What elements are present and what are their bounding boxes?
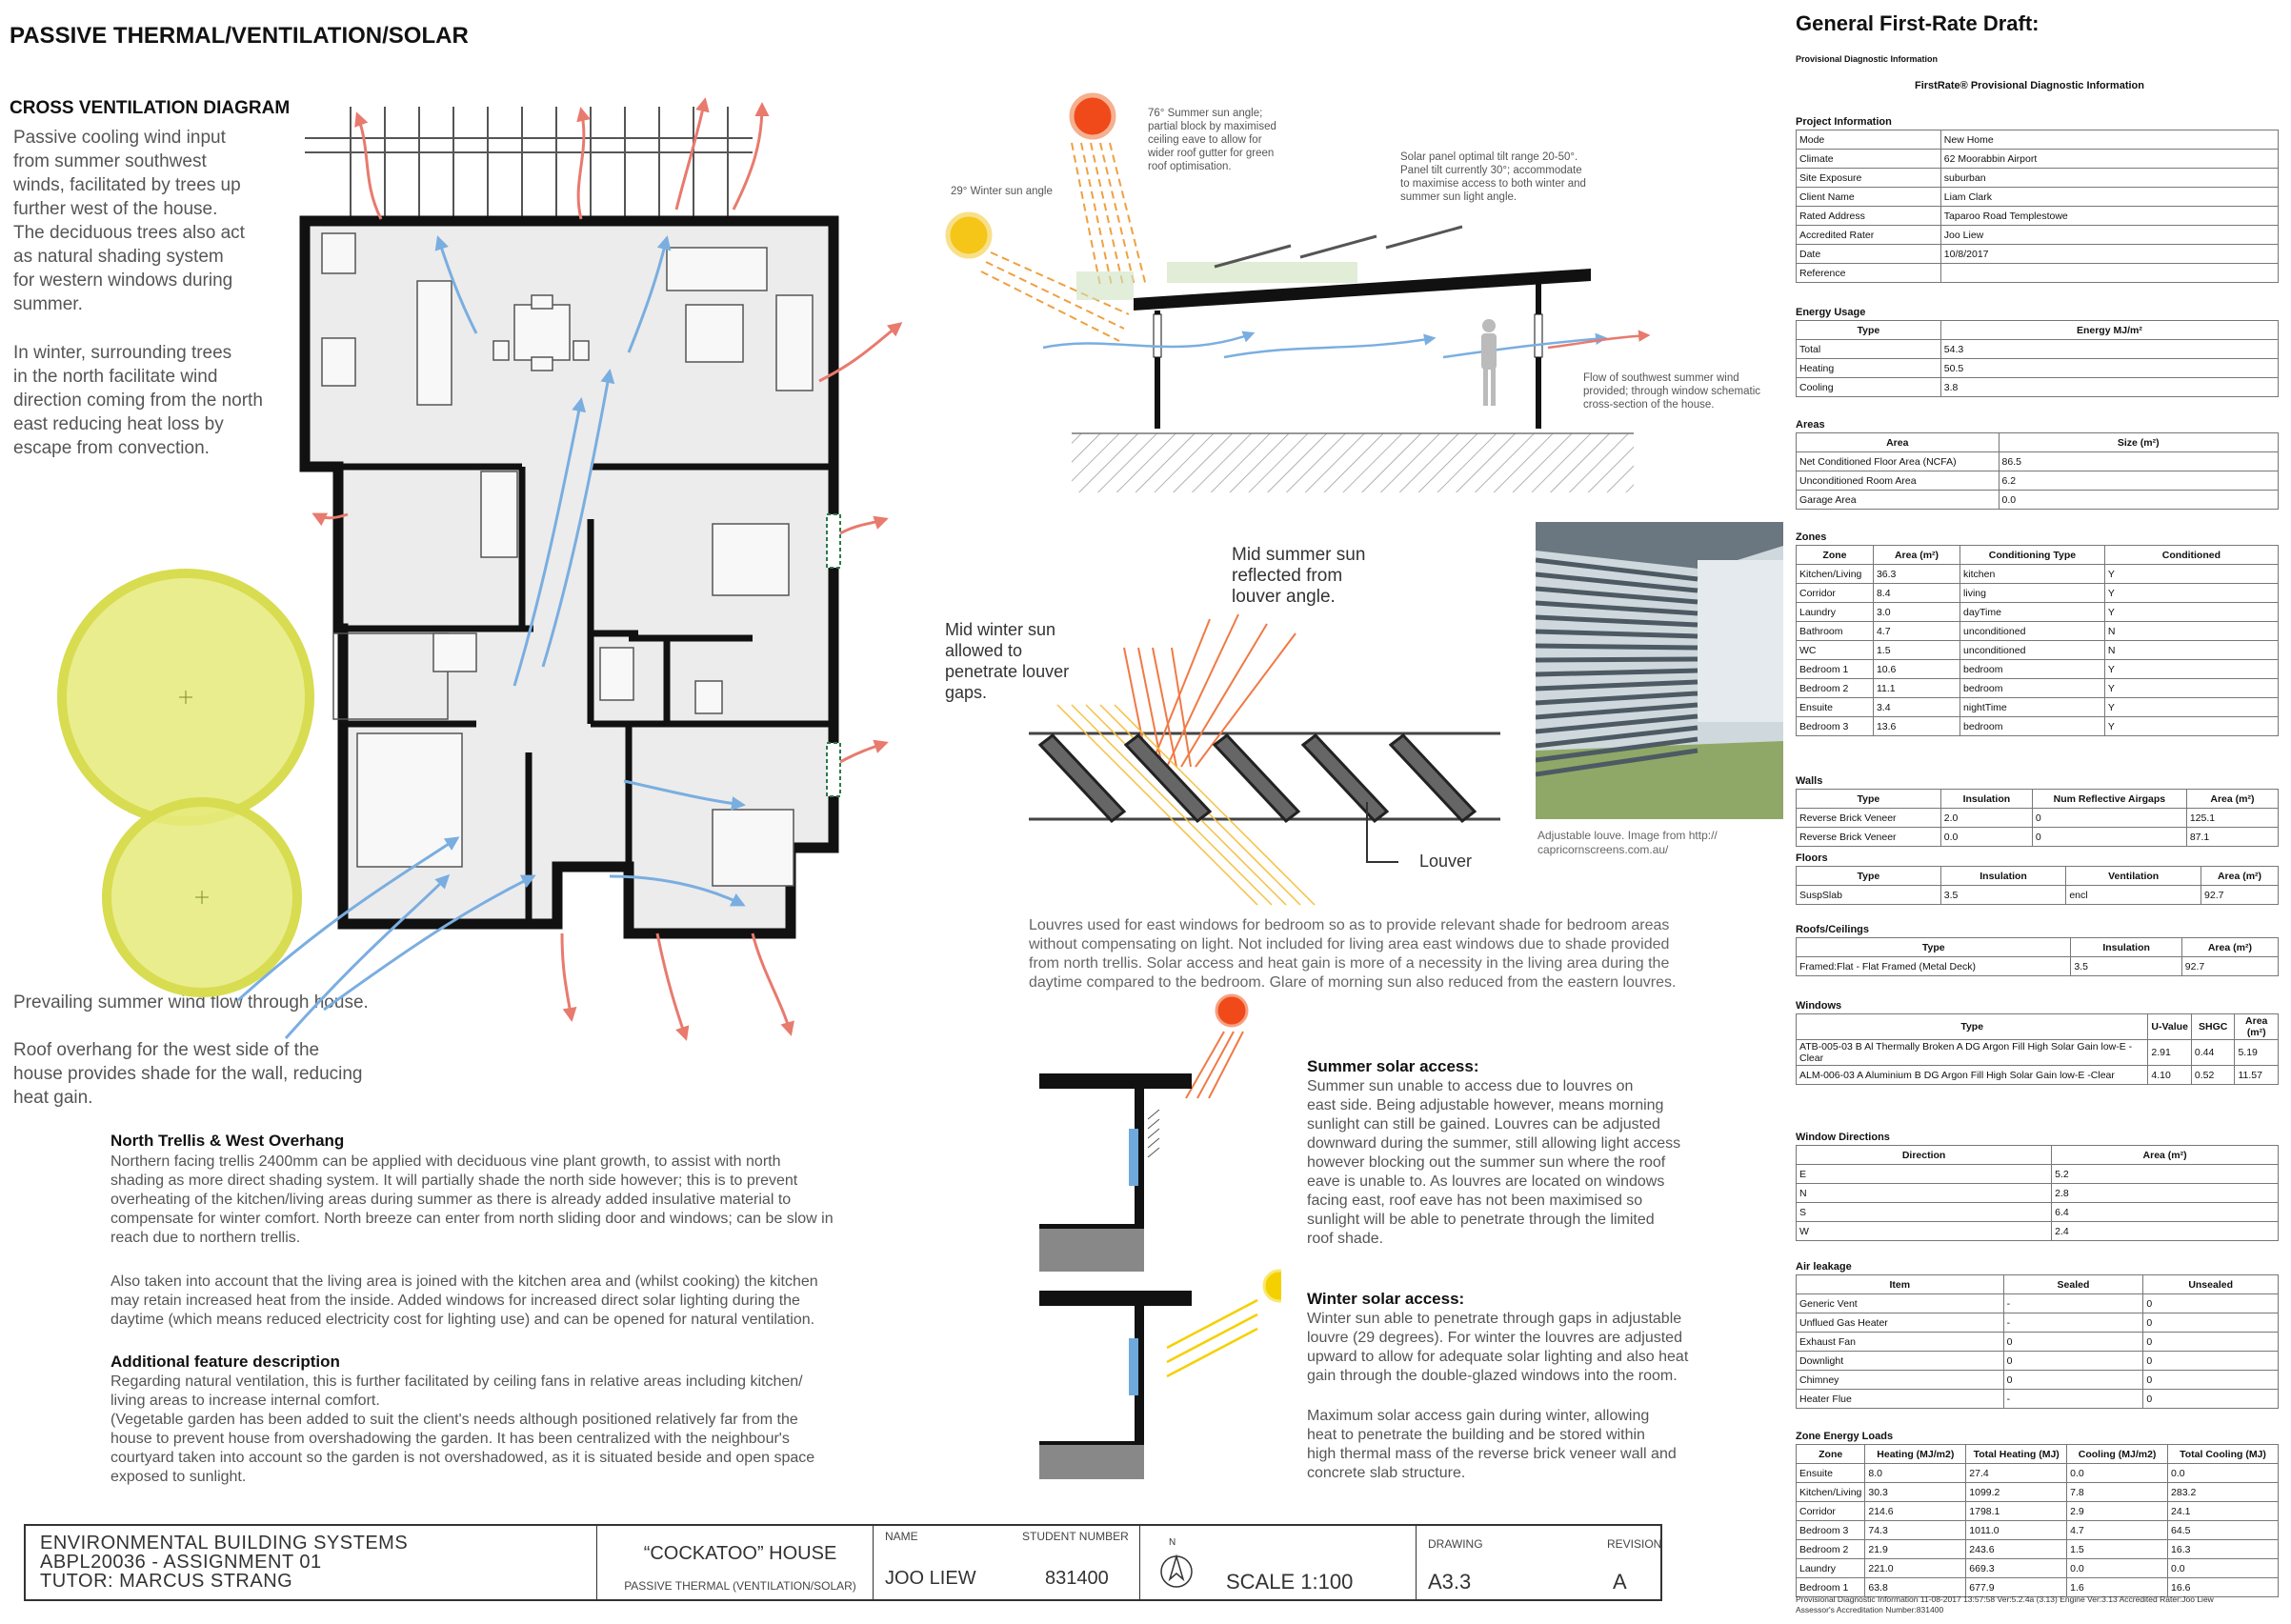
table-row — [1797, 1066, 2279, 1085]
firstrate-subtitle-2: FirstRate® Provisional Diagnostic Information — [1915, 80, 2144, 91]
louver-photo-caption: Adjustable louve. Image from http:// capricornscreens.com.au/ — [1537, 829, 1718, 856]
floors-table: Floors Type Insulation Ventilation Area (m²) SuspSlab 3.5 encl 92.7 — [1796, 852, 2281, 905]
table-cell: 87.1 — [2186, 828, 2278, 847]
firstrate-subtitle: Provisional Diagnostic Information — [1796, 54, 1939, 64]
firstrate-panel — [1796, 0, 2281, 1624]
table-cell: Heating — [1797, 359, 1941, 378]
table-cell: Y — [2104, 698, 2278, 717]
table-cell: N — [2104, 622, 2278, 641]
table-row — [1797, 1521, 2279, 1540]
table-cell: Exhaust Fan — [1797, 1333, 2004, 1352]
table-cell: 5.19 — [2235, 1040, 2279, 1066]
table-row — [1797, 1333, 2279, 1352]
table-cell: 214.6 — [1865, 1502, 1966, 1521]
areas-table: Areas Area Size (m²) Net Conditioned Floor Area (NCFA) 86.5 Unconditioned Room Area 6.2 Garage Area 0.0 — [1796, 419, 2281, 510]
table-cell: 36.3 — [1873, 565, 1959, 584]
table-row — [1797, 150, 2279, 169]
table-cell: W — [1797, 1222, 2052, 1241]
table-cell: 11.57 — [2235, 1066, 2279, 1085]
table-cell: N — [1797, 1184, 2052, 1203]
louver-description: Louvres used for east windows for bedroom so as to provide relevant shade for bedroom areas without compensating on light. Not included for living area east windows due to shade provided from north trellis. Solar access and heat gain is more of a necessity in the living area during the daytime compared to the bedroom. Glare of morning sun also reduced from the eastern louvres. — [1029, 917, 1677, 991]
table-cell: 1798.1 — [1966, 1502, 2067, 1521]
louver-blades — [1040, 735, 1475, 821]
mid-winter-label: Mid winter sun allowed to penetrate louver gaps. — [945, 620, 1070, 702]
table-cell: dayTime — [1960, 603, 2105, 622]
additional-feature-heading: Additional feature description — [111, 1353, 340, 1371]
project-info-table: Project Information Mode New Home Climate 62 Moorabbin Airport Site Exposure suburban Client Name Liam Clark Rated Address Taparoo Road Templestowe Accredited Rater Joo Liew Date 10/8/2017 Reference — [1796, 116, 2281, 283]
table-cell: 11.1 — [1873, 679, 1959, 698]
table-cell: Framed:Flat - Flat Framed (Metal Deck) — [1797, 957, 2071, 976]
table-header: Insulation — [2071, 938, 2181, 957]
table-cell: Net Conditioned Floor Area (NCFA) — [1797, 452, 2000, 471]
table-cell: Laundry — [1797, 1559, 1865, 1578]
roofs-table: Roofs/Ceilings Type Insulation Area (m²) Framed:Flat - Flat Framed (Metal Deck) 3.5 92.7 — [1796, 924, 2281, 976]
north-trellis — [305, 107, 753, 221]
table-row — [1797, 452, 2279, 471]
title-block — [24, 1524, 1662, 1601]
table-cell: 221.0 — [1865, 1559, 1966, 1578]
table-cell: Bedroom 3 — [1797, 1521, 1865, 1540]
table-cell: 0 — [2032, 828, 2186, 847]
table-row — [1797, 1371, 2279, 1390]
revision-label: REVISION — [1607, 1537, 1662, 1551]
cross-ventilation-para1: Passive cooling wind input from summer southwest winds, facilitated by trees up further west of the house. The deciduous trees also act as natural shading system for western windows during summer. — [13, 128, 245, 314]
table-cell: 4.10 — [2148, 1066, 2192, 1085]
table-row — [1797, 264, 2279, 283]
table-cell — [1940, 264, 2278, 283]
table-cell: 10/8/2017 — [1940, 245, 2278, 264]
table-row — [1797, 1313, 2279, 1333]
table-cell: 92.7 — [2201, 886, 2279, 905]
summer-access-text: Summer sun unable to access due to louvres on east side. Being adjustable however, means morning sunlight can still be gained. Louvres can be adjusted downward during the summer, still allowing light access however blocking out the summer sun where the roof eave is unable to. As louvres are located on windows facing east, roof eave has not been maximised so sunlight will be able to penetrate through the limited roof shade. — [1307, 1078, 1681, 1247]
table-cell: Ensuite — [1797, 1464, 1865, 1483]
table-cell: 3.5 — [2071, 957, 2181, 976]
table-cell: 21.9 — [1865, 1540, 1966, 1559]
louver-label: Louver — [1419, 852, 1473, 871]
table-row — [1797, 1040, 2279, 1066]
table-row — [1797, 698, 2279, 717]
table-header: Insulation — [1940, 790, 2032, 809]
table-cell: 5.2 — [2052, 1165, 2279, 1184]
table-header: Unsealed — [2143, 1275, 2279, 1294]
table-cell: bedroom — [1960, 717, 2105, 736]
table-header: Conditioned — [2104, 546, 2278, 565]
table-cell: 0 — [2143, 1352, 2279, 1371]
roof-overhang-text: Roof overhang for the west side of the house provides shade for the wall, reducing heat gain. — [13, 1040, 363, 1108]
table-row — [1797, 1540, 2279, 1559]
table-cell: 8.0 — [1865, 1464, 1966, 1483]
table-cell: Kitchen/Living — [1797, 565, 1874, 584]
table-cell: 63.8 — [1865, 1578, 1966, 1597]
table-cell: 0.52 — [2191, 1066, 2235, 1085]
table-header: Num Reflective Airgaps — [2032, 790, 2186, 809]
course-info: ENVIRONMENTAL BUILDING SYSTEMS ABPL20036 - ASSIGNMENT 01 TUTOR: MARCUS STRANG — [40, 1533, 409, 1592]
table-cell: Reverse Brick Veneer — [1797, 809, 1941, 828]
table-cell: Garage Area — [1797, 491, 2000, 510]
table-cell: 0 — [2003, 1333, 2143, 1352]
table-cell: Client Name — [1797, 188, 1941, 207]
table-header: Zone — [1797, 546, 1874, 565]
table-header: Area (m²) — [2235, 1014, 2279, 1040]
table-cell: 0.0 — [2067, 1559, 2168, 1578]
table-cell: Bedroom 1 — [1797, 1578, 1865, 1597]
table-cell: 27.4 — [1966, 1464, 2067, 1483]
table-cell: Bedroom 1 — [1797, 660, 1874, 679]
north-trellis-para2: Also taken into account that the living area is joined with the kitchen area and (whilst cooking) the kitchen may retain increased heat from the inside. Added windows for increased direct solar lighting during the daytime (which means reduced electricity cost for lighting use) and can be opened for natural ventilation. — [111, 1273, 818, 1328]
table-cell: 0 — [2032, 809, 2186, 828]
table-cell: 30.3 — [1865, 1483, 1966, 1502]
table-cell: Site Exposure — [1797, 169, 1941, 188]
north-trellis-para1: Northern facing trellis 2400mm can be applied with deciduous vine plant growth, to assist with north shading as more direct shading system. It will partially shade the north side however; this is to prevent overheating of the kitchen/living areas during summer as there is already added insulative material to compensate for winter comfort. North breeze can enter from north sliding door and windows; can be slow in reach due to northern trellis. — [111, 1153, 834, 1246]
table-header: Conditioning Type — [1960, 546, 2105, 565]
project-name: “COCKATOO” HOUSE — [643, 1543, 837, 1564]
table-cell: nightTime — [1960, 698, 2105, 717]
table-cell: 2.8 — [2052, 1184, 2279, 1203]
table-header: Zone — [1797, 1445, 1865, 1464]
windows-table: Windows Type U-Value SHGC Area (m²) ATB-005-03 B Al Thermally Broken A DG Argon Fill High Solar Gain low-E -Clear 2.91 0.44 5.19 ALM-006-03 A Aluminium B DG Argon Fill High Solar Gain low-E -Clear 4.10 0.52 11.57 — [1796, 1000, 2281, 1085]
table-row — [1797, 679, 2279, 698]
table-cell: 1.5 — [2067, 1540, 2168, 1559]
walls-table: Walls Type Insulation Num Reflective Airgaps Area (m²) Reverse Brick Veneer 2.0 0 125.1 Reverse Brick Veneer 0.0 0 87.1 — [1796, 775, 2281, 847]
table-cell: encl — [2066, 886, 2201, 905]
table-row — [1797, 1184, 2279, 1203]
summer-access-heading: Summer solar access: — [1307, 1057, 1479, 1075]
winter-sun-small — [1264, 1271, 1281, 1301]
table-cell: Chimney — [1797, 1371, 2004, 1390]
table-header: Heating (MJ/m2) — [1865, 1445, 1966, 1464]
table-cell: SuspSlab — [1797, 886, 1941, 905]
table-cell: 283.2 — [2168, 1483, 2279, 1502]
table-cell: 16.6 — [2168, 1578, 2279, 1597]
revision-value: A — [1613, 1570, 1627, 1594]
table-cell: E — [1797, 1165, 2052, 1184]
table-row — [1797, 1165, 2279, 1184]
table-cell: 243.6 — [1966, 1540, 2067, 1559]
window-directions-table: Window Directions Direction Area (m²) E 5.2 N 2.8 S 6.4 W 2.4 — [1796, 1132, 2281, 1241]
table-cell: 2.4 — [2052, 1222, 2279, 1241]
table-header: Type — [1797, 1014, 2148, 1040]
table-cell: 0 — [2143, 1313, 2279, 1333]
table-cell: 6.2 — [1999, 471, 2278, 491]
firstrate-footer: Provisional Diagnostic Information 11-08-2017 13:57:58 Ver:5.2.4a (3.13) Engine Ver:3.13 Accredited Rater:Joo Liew Assessor's Accreditation Number:831400 — [1796, 1594, 2214, 1614]
student-number-label: STUDENT NUMBER — [1022, 1530, 1129, 1543]
table-cell: - — [2003, 1313, 2143, 1333]
additional-feature-text: Regarding natural ventilation, this is further facilitated by ceiling fans in relative areas including kitchen/ living areas to increase internal comfort. (Vegetable garden has been added to suit the client's needs although positioned relatively far from the house to prevent house from overshadowing the garden. It has been centralized with the neighbour's courtyard taken into account so the garden is not overshadowed, as it is situated beside and open space exposed to sunlight. — [111, 1373, 815, 1485]
table-row — [1797, 1390, 2279, 1409]
student-number: 831400 — [1045, 1568, 1109, 1589]
table-cell: 125.1 — [2186, 809, 2278, 828]
table-row — [1797, 169, 2279, 188]
table-cell: Y — [2104, 565, 2278, 584]
table-header: Area (m²) — [2052, 1146, 2279, 1165]
energy-usage-table: Energy Usage Type Energy MJ/m² Total 54.3 Heating 50.5 Cooling 3.8 — [1796, 307, 2281, 397]
table-header: Type — [1797, 321, 1941, 340]
table-cell: Y — [2104, 584, 2278, 603]
firstrate-title: General First-Rate Draft: — [1796, 11, 2040, 35]
table-cell: ATB-005-03 B Al Thermally Broken A DG Argon Fill High Solar Gain low-E -Clear — [1797, 1040, 2148, 1066]
table-row — [1797, 565, 2279, 584]
solar-panels — [1215, 227, 1462, 267]
north-trellis-heading: North Trellis & West Overhang — [111, 1132, 345, 1150]
table-cell: unconditioned — [1960, 622, 2105, 641]
north-label: N — [1169, 1537, 1176, 1548]
table-row — [1797, 130, 2279, 150]
table-cell: bedroom — [1960, 660, 2105, 679]
ground — [1072, 433, 1634, 492]
air-leakage-table: Air leakage Item Sealed Unsealed Generic Vent - 0 Unflued Gas Heater - 0 Exhaust Fan 0 0 Downlight 0 0 Chimney 0 0 Heater Flue - 0 — [1796, 1261, 2281, 1409]
table-row — [1797, 1222, 2279, 1241]
table-cell: 54.3 — [1940, 340, 2278, 359]
table-cell: 0 — [2143, 1390, 2279, 1409]
table-row — [1797, 1502, 2279, 1521]
table-cell: 677.9 — [1966, 1578, 2067, 1597]
table-cell: 3.5 — [1940, 886, 2066, 905]
table-row — [1797, 641, 2279, 660]
table-cell: - — [2003, 1390, 2143, 1409]
table-row — [1797, 378, 2279, 397]
table-header: Direction — [1797, 1146, 2052, 1165]
table-cell: Reference — [1797, 264, 1941, 283]
student-name: JOO LIEW — [885, 1568, 976, 1589]
table-cell: Reverse Brick Veneer — [1797, 828, 1941, 847]
table-cell: Y — [2104, 679, 2278, 698]
table-cell: 0.0 — [1940, 828, 2032, 847]
prevailing-wind-text: Prevailing summer wind flow through house. — [13, 992, 369, 1012]
table-cell: Ensuite — [1797, 698, 1874, 717]
table-cell: 0.0 — [1999, 491, 2278, 510]
table-cell: Laundry — [1797, 603, 1874, 622]
table-row — [1797, 717, 2279, 736]
table-header: Type — [1797, 938, 2071, 957]
winter-access-text-2: Maximum solar access gain during winter, allowing heat to penetrate the building and be stored within high thermal mass of the reverse brick veneer wall and concrete slab structure. — [1307, 1408, 1677, 1481]
table-cell: 2.91 — [2148, 1040, 2192, 1066]
table-cell: 1.6 — [2067, 1578, 2168, 1597]
person-silhouette — [1481, 319, 1497, 406]
table-cell: New Home — [1940, 130, 2278, 150]
table-cell: 10.6 — [1873, 660, 1959, 679]
table-row — [1797, 245, 2279, 264]
table-row — [1797, 622, 2279, 641]
table-cell: kitchen — [1960, 565, 2105, 584]
table-header: SHGC — [2191, 1014, 2235, 1040]
summer-sun — [1072, 95, 1114, 137]
table-cell: living — [1960, 584, 2105, 603]
winter-sun — [948, 214, 990, 256]
table-cell: Joo Liew — [1940, 226, 2278, 245]
table-row — [1797, 660, 2279, 679]
cross-ventilation-heading: CROSS VENTILATION DIAGRAM — [10, 98, 291, 118]
table-cell: suburban — [1940, 169, 2278, 188]
table-cell: 7.8 — [2067, 1483, 2168, 1502]
house-plan — [305, 221, 840, 933]
table-header: Total Heating (MJ) — [1966, 1445, 2067, 1464]
table-cell: Accredited Rater — [1797, 226, 1941, 245]
louver-photo — [1536, 522, 1783, 819]
summer-sun-small — [1216, 995, 1247, 1026]
table-cell: Bedroom 3 — [1797, 717, 1874, 736]
table-header: Cooling (MJ/m2) — [2067, 1445, 2168, 1464]
table-cell: 1099.2 — [1966, 1483, 2067, 1502]
table-header: Type — [1797, 790, 1941, 809]
table-cell: Generic Vent — [1797, 1294, 2004, 1313]
winter-sun-label: 29° Winter sun angle — [951, 186, 1053, 197]
table-cell: Y — [2104, 603, 2278, 622]
table-row — [1797, 188, 2279, 207]
table-cell: 1011.0 — [1966, 1521, 2067, 1540]
table-row — [1797, 809, 2279, 828]
mid-summer-label: Mid summer sun reflected from louver angle. — [1232, 545, 1366, 607]
north-arrow-icon — [1157, 1539, 1196, 1591]
table-cell: 0 — [2143, 1371, 2279, 1390]
cross-ventilation-para2: In winter, surrounding trees in the north facilitate wind direction coming from the north east reducing heat loss by escape from convection. — [13, 343, 263, 458]
table-row — [1797, 1483, 2279, 1502]
table-cell: Rated Address — [1797, 207, 1941, 226]
table-row — [1797, 491, 2279, 510]
winter-access-text: Winter sun able to penetrate through gaps in adjustable louvre (29 degrees). For winter the louvres are adjusted upward to allow for adequate solar lighting and also heat gain through the double-glazed windows into the room. — [1307, 1311, 1689, 1384]
table-cell: Date — [1797, 245, 1941, 264]
table-header: Energy MJ/m² — [1940, 321, 2278, 340]
table-row — [1797, 471, 2279, 491]
zone-energy-loads-table: Zone Energy Loads Zone Heating (MJ/m2) Total Heating (MJ) Cooling (MJ/m2) Total Cooling (MJ) Ensuite 8.0 27.4 0.0 0.0 Kitchen/Living 30.3 1099.2 7.8 283.2 Corridor 214.6 1798.1 2.9 24.1 Bedroom 3 74.3 1011.0 4.7 64.5 Bedroom 2 21.9 243.6 1.5 16.3 Laundry 221.0 669.3 0.0 0.0 Bedroom 1 63.8 677.9 1.6 16.6 — [1796, 1431, 2281, 1597]
table-cell: 0.0 — [2067, 1464, 2168, 1483]
table-cell: 2.9 — [2067, 1502, 2168, 1521]
table-cell: 4.7 — [1873, 622, 1959, 641]
table-header: Area — [1797, 433, 2000, 452]
table-cell: 24.1 — [2168, 1502, 2279, 1521]
page-title: PASSIVE THERMAL/VENTILATION/SOLAR — [10, 23, 469, 49]
summer-sun-label: 76° Summer sun angle; partial block by maximised ceiling eave to allow for wider roof gutter for green roof optimisation. — [1148, 108, 1276, 172]
name-label: NAME — [885, 1530, 918, 1543]
table-cell: 8.4 — [1873, 584, 1959, 603]
zones-table: Zones Zone Area (m²) Conditioning Type Conditioned Kitchen/Living 36.3 kitchen Y Corridor 8.4 living Y Laundry 3.0 dayTime Y Bathroom 4.7 unconditioned N WC 1.5 unconditioned N Bedroom 1 10.6 bedroom Y Bedroom 2 11.1 bedroom Y Ensuite 3.4 nightTime Y Bedroom 3 13.6 bedroom Y — [1796, 531, 2281, 736]
table-cell: 0 — [2143, 1333, 2279, 1352]
table-header: Area (m²) — [1873, 546, 1959, 565]
table-row — [1797, 359, 2279, 378]
solar-panel-label: Solar panel optimal tilt range 20-50°. Panel tilt currently 30°; accommodate to maximise access to both winter and summer sun light angle. — [1400, 151, 1586, 203]
solar-access-sections — [1034, 986, 1281, 1481]
table-header: Item — [1797, 1275, 2004, 1294]
table-cell: Unconditioned Room Area — [1797, 471, 2000, 491]
table-cell: 16.3 — [2168, 1540, 2279, 1559]
table-row — [1797, 584, 2279, 603]
table-cell: 3.4 — [1873, 698, 1959, 717]
table-cell: 3.8 — [1940, 378, 2278, 397]
table-cell: 50.5 — [1940, 359, 2278, 378]
table-cell: S — [1797, 1203, 2052, 1222]
table-header: Sealed — [2003, 1275, 2143, 1294]
table-cell: 0.0 — [2168, 1464, 2279, 1483]
table-cell: WC — [1797, 641, 1874, 660]
table-cell: 669.3 — [1966, 1559, 2067, 1578]
table-header: Area (m²) — [2201, 867, 2279, 886]
table-row — [1797, 603, 2279, 622]
table-cell: 74.3 — [1865, 1521, 1966, 1540]
table-cell: Bedroom 2 — [1797, 1540, 1865, 1559]
table-cell: Y — [2104, 717, 2278, 736]
table-header: Size (m²) — [1999, 433, 2278, 452]
table-cell: Taparoo Road Templestowe — [1940, 207, 2278, 226]
table-header: U-Value — [2148, 1014, 2192, 1040]
table-header: Area (m²) — [2186, 790, 2278, 809]
table-cell: 0 — [2003, 1371, 2143, 1390]
drawing-label: DRAWING — [1428, 1537, 1483, 1551]
table-cell: Heater Flue — [1797, 1390, 2004, 1409]
table-cell: 13.6 — [1873, 717, 1959, 736]
table-cell: bedroom — [1960, 679, 2105, 698]
table-cell: Kitchen/Living — [1797, 1483, 1865, 1502]
table-cell: 92.7 — [2181, 957, 2278, 976]
table-row — [1797, 1464, 2279, 1483]
table-header: Insulation — [1940, 867, 2066, 886]
table-row — [1797, 207, 2279, 226]
table-cell: Cooling — [1797, 378, 1941, 397]
table-cell: 64.5 — [2168, 1521, 2279, 1540]
table-header: Area (m²) — [2181, 938, 2278, 957]
table-cell: 0.44 — [2191, 1040, 2235, 1066]
table-cell: Mode — [1797, 130, 1941, 150]
table-row — [1797, 340, 2279, 359]
table-row — [1797, 886, 2279, 905]
table-row — [1797, 828, 2279, 847]
table-cell: unconditioned — [1960, 641, 2105, 660]
table-cell: Unflued Gas Heater — [1797, 1313, 2004, 1333]
table-cell: 62 Moorabbin Airport — [1940, 150, 2278, 169]
table-header: Type — [1797, 867, 1941, 886]
table-cell: Downlight — [1797, 1352, 2004, 1371]
table-cell: 1.5 — [1873, 641, 1959, 660]
table-cell: Climate — [1797, 150, 1941, 169]
winter-access-heading: Winter solar access: — [1307, 1290, 1465, 1308]
drawing-number: A3.3 — [1428, 1570, 1472, 1594]
table-cell: 0 — [2143, 1294, 2279, 1313]
scale-text: SCALE 1:100 — [1226, 1570, 1354, 1594]
table-cell: Bathroom — [1797, 622, 1874, 641]
table-cell: Total — [1797, 340, 1941, 359]
table-row — [1797, 1352, 2279, 1371]
table-cell: 2.0 — [1940, 809, 2032, 828]
project-subtitle: PASSIVE THERMAL (VENTILATION/SOLAR) — [624, 1579, 856, 1593]
table-cell: ALM-006-03 A Aluminium B DG Argon Fill High Solar Gain low-E -Clear — [1797, 1066, 2148, 1085]
table-cell: Y — [2104, 660, 2278, 679]
floor-plan-diagram — [0, 95, 914, 1048]
table-cell: 0 — [2003, 1352, 2143, 1371]
table-cell: Bedroom 2 — [1797, 679, 1874, 698]
table-header: Ventilation — [2066, 867, 2201, 886]
louver-diagram — [1019, 562, 1553, 914]
table-cell: 4.7 — [2067, 1521, 2168, 1540]
table-header: Total Cooling (MJ) — [2168, 1445, 2279, 1464]
table-cell: 86.5 — [1999, 452, 2278, 471]
table-row — [1797, 1559, 2279, 1578]
table-cell: Corridor — [1797, 1502, 1865, 1521]
table-cell: N — [2104, 641, 2278, 660]
table-row — [1797, 1294, 2279, 1313]
table-cell: - — [2003, 1294, 2143, 1313]
table-cell: Liam Clark — [1940, 188, 2278, 207]
flow-label: Flow of southwest summer wind provided; through window schematic cross-section of the house. — [1583, 372, 1761, 411]
table-cell: Corridor — [1797, 584, 1874, 603]
table-cell: 3.0 — [1873, 603, 1959, 622]
table-cell: 6.4 — [2052, 1203, 2279, 1222]
table-row — [1797, 1203, 2279, 1222]
table-row — [1797, 957, 2279, 976]
table-cell: 0.0 — [2168, 1559, 2279, 1578]
table-row — [1797, 226, 2279, 245]
